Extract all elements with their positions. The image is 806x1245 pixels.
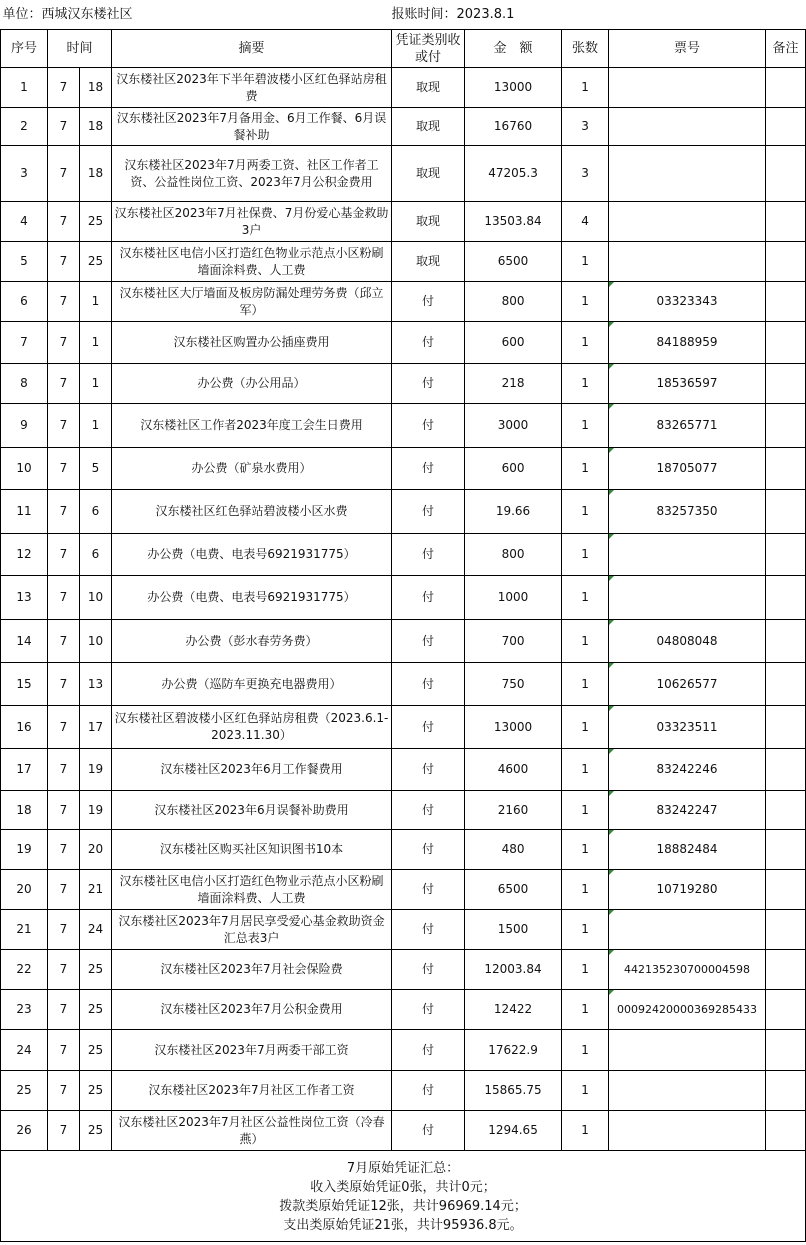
row-index: 6: [1, 282, 48, 322]
row-day: 19: [80, 791, 112, 830]
row-note: [766, 282, 806, 322]
row-day: 6: [80, 490, 112, 534]
col-type: 凭证类别收或付: [392, 30, 465, 68]
row-count: 1: [562, 404, 609, 448]
row-amount: 13503.84: [465, 202, 562, 242]
row-count: 1: [562, 749, 609, 791]
row-index: 22: [1, 950, 48, 990]
row-ticket: [609, 910, 766, 950]
row-day: 25: [80, 1071, 112, 1111]
row-index: 20: [1, 870, 48, 910]
row-amount: 13000: [465, 68, 562, 108]
row-count: 3: [562, 146, 609, 202]
row-summary: 汉东楼社区2023年7月公积金费用: [112, 990, 392, 1030]
table-row: [1, 202, 806, 242]
row-amount: 17622.9: [465, 1030, 562, 1071]
row-month: 7: [48, 663, 80, 706]
column-header-row: [1, 30, 806, 68]
row-index: 26: [1, 1111, 48, 1151]
row-day: 25: [80, 1030, 112, 1071]
table-row: [1, 830, 806, 870]
row-type: 付: [392, 534, 465, 576]
row-month: 7: [48, 1071, 80, 1111]
table-row: [1, 870, 806, 910]
row-month: 7: [48, 490, 80, 534]
summary-line-expense: 支出类原始凭证21张，共计95936.8元。: [283, 1218, 523, 1233]
row-summary: 汉东楼社区2023年7月居民享受爱心基金救助资金汇总表3户: [112, 910, 392, 950]
row-summary: 汉东楼社区购置办公插座费用: [112, 322, 392, 364]
row-day: 25: [80, 242, 112, 282]
row-note: [766, 663, 806, 706]
row-day: 10: [80, 576, 112, 620]
row-index: 18: [1, 791, 48, 830]
row-type: 付: [392, 950, 465, 990]
row-ticket: 18536597: [609, 364, 766, 404]
row-type: 付: [392, 1030, 465, 1071]
row-count: 1: [562, 950, 609, 990]
row-month: 7: [48, 242, 80, 282]
row-note: [766, 202, 806, 242]
row-count: 1: [562, 1071, 609, 1111]
row-index: 19: [1, 830, 48, 870]
row-count: 1: [562, 706, 609, 749]
row-day: 6: [80, 534, 112, 576]
row-note: [766, 242, 806, 282]
row-amount: 600: [465, 322, 562, 364]
row-note: [766, 404, 806, 448]
row-month: 7: [48, 749, 80, 791]
table-row: [1, 404, 806, 448]
row-summary: 汉东楼社区红色驿站碧波楼小区水费: [112, 490, 392, 534]
row-month: 7: [48, 791, 80, 830]
row-summary: 汉东楼社区碧波楼小区红色驿站房租费（2023.6.1-2023.11.30）: [112, 706, 392, 749]
table-row: [1, 490, 806, 534]
row-summary: 汉东楼社区2023年7月社会保险费: [112, 950, 392, 990]
row-ticket: [609, 202, 766, 242]
row-month: 7: [48, 322, 80, 364]
row-month: 7: [48, 620, 80, 663]
row-month: 7: [48, 950, 80, 990]
row-amount: 12003.84: [465, 950, 562, 990]
row-type: 付: [392, 364, 465, 404]
row-amount: 4600: [465, 749, 562, 791]
row-day: 18: [80, 68, 112, 108]
row-summary: 汉东楼社区2023年7月备用金、6月工作餐、6月误餐补助: [112, 108, 392, 146]
row-month: 7: [48, 576, 80, 620]
row-count: 3: [562, 108, 609, 146]
row-month: 7: [48, 1030, 80, 1071]
row-note: [766, 448, 806, 490]
table-row: [1, 534, 806, 576]
row-note: [766, 364, 806, 404]
row-month: 7: [48, 108, 80, 146]
table-row: [1, 663, 806, 706]
row-month: 7: [48, 404, 80, 448]
row-month: 7: [48, 870, 80, 910]
row-note: [766, 706, 806, 749]
row-amount: 750: [465, 663, 562, 706]
header-row: [1, 0, 806, 30]
row-summary: 汉东楼社区购买社区知识图书10本: [112, 830, 392, 870]
row-type: 付: [392, 1111, 465, 1151]
row-day: 19: [80, 749, 112, 791]
row-type: 付: [392, 448, 465, 490]
row-ticket: [609, 242, 766, 282]
row-month: 7: [48, 448, 80, 490]
row-index: 12: [1, 534, 48, 576]
row-ticket: 10626577: [609, 663, 766, 706]
row-index: 14: [1, 620, 48, 663]
row-note: [766, 830, 806, 870]
row-summary: 汉东楼社区电信小区打造红色物业示范点小区粉刷墙面涂料费、人工费: [112, 870, 392, 910]
row-amount: 47205.3: [465, 146, 562, 202]
row-ticket: [609, 146, 766, 202]
row-summary: 汉东楼社区2023年下半年碧波楼小区红色驿站房租费: [112, 68, 392, 108]
row-count: 1: [562, 242, 609, 282]
row-note: [766, 490, 806, 534]
row-summary: 办公费（彭水春劳务费）: [112, 620, 392, 663]
row-count: 1: [562, 910, 609, 950]
row-type: 取现: [392, 202, 465, 242]
row-index: 3: [1, 146, 48, 202]
table-row: [1, 1071, 806, 1111]
col-time: 时间: [48, 30, 112, 68]
row-day: 24: [80, 910, 112, 950]
summary-line-income: 收入类原始凭证0张，共计0元；: [310, 1180, 496, 1195]
table-row: [1, 364, 806, 404]
table-row: [1, 910, 806, 950]
row-day: 18: [80, 108, 112, 146]
row-ticket: 83265771: [609, 404, 766, 448]
row-amount: 3000: [465, 404, 562, 448]
row-month: 7: [48, 706, 80, 749]
row-index: 8: [1, 364, 48, 404]
row-index: 11: [1, 490, 48, 534]
table-row: [1, 706, 806, 749]
row-amount: 1294.65: [465, 1111, 562, 1151]
row-amount: 19.66: [465, 490, 562, 534]
row-index: 2: [1, 108, 48, 146]
row-summary: 汉东楼社区2023年7月两委干部工资: [112, 1030, 392, 1071]
row-ticket: [609, 1071, 766, 1111]
row-note: [766, 990, 806, 1030]
row-count: 4: [562, 202, 609, 242]
row-ticket: 00092420000369285433: [609, 990, 766, 1030]
row-month: 7: [48, 990, 80, 1030]
table-row: [1, 1030, 806, 1071]
row-ticket: 10719280: [609, 870, 766, 910]
row-index: 1: [1, 68, 48, 108]
row-ticket: [609, 534, 766, 576]
row-note: [766, 910, 806, 950]
row-count: 1: [562, 534, 609, 576]
row-ticket: 03323511: [609, 706, 766, 749]
row-note: [766, 870, 806, 910]
row-type: 付: [392, 706, 465, 749]
row-day: 25: [80, 990, 112, 1030]
row-type: 取现: [392, 68, 465, 108]
row-type: 付: [392, 282, 465, 322]
row-day: 17: [80, 706, 112, 749]
row-count: 1: [562, 1111, 609, 1151]
row-amount: 13000: [465, 706, 562, 749]
row-count: 1: [562, 282, 609, 322]
row-type: 付: [392, 404, 465, 448]
col-index: 序号: [1, 30, 48, 68]
row-note: [766, 534, 806, 576]
row-day: 25: [80, 950, 112, 990]
row-summary: 汉东楼社区2023年7月社保费、7月份爱心基金救助3户: [112, 202, 392, 242]
row-type: 付: [392, 663, 465, 706]
row-type: 付: [392, 791, 465, 830]
col-count: 张数: [562, 30, 609, 68]
row-ticket: 84188959: [609, 322, 766, 364]
row-note: [766, 576, 806, 620]
row-index: 15: [1, 663, 48, 706]
row-count: 1: [562, 620, 609, 663]
row-month: 7: [48, 364, 80, 404]
row-type: 取现: [392, 146, 465, 202]
row-summary: 汉东楼社区2023年6月工作餐费用: [112, 749, 392, 791]
row-type: 付: [392, 620, 465, 663]
row-summary: 汉东楼社区电信小区打造红色物业示范点小区粉刷墙面涂料费、人工费: [112, 242, 392, 282]
row-count: 1: [562, 448, 609, 490]
row-type: 付: [392, 1071, 465, 1111]
row-ticket: [609, 1111, 766, 1151]
row-summary: 办公费（电费、电表号6921931775）: [112, 576, 392, 620]
row-day: 18: [80, 146, 112, 202]
summary-title: 7月原始凭证汇总：: [346, 1161, 460, 1176]
table-row: [1, 1111, 806, 1151]
row-index: 16: [1, 706, 48, 749]
row-day: 10: [80, 620, 112, 663]
row-index: 23: [1, 990, 48, 1030]
row-note: [766, 68, 806, 108]
row-index: 7: [1, 322, 48, 364]
row-ticket: [609, 68, 766, 108]
row-day: 5: [80, 448, 112, 490]
row-index: 4: [1, 202, 48, 242]
row-count: 1: [562, 1030, 609, 1071]
row-amount: 800: [465, 534, 562, 576]
col-ticket: 票号: [609, 30, 766, 68]
row-ticket: [609, 1030, 766, 1071]
table-row: [1, 322, 806, 364]
row-ticket: [609, 576, 766, 620]
row-day: 25: [80, 202, 112, 242]
row-summary: 汉东楼社区2023年7月社区工作者工资: [112, 1071, 392, 1111]
row-count: 1: [562, 490, 609, 534]
row-index: 5: [1, 242, 48, 282]
col-note: 备注: [766, 30, 806, 68]
row-note: [766, 791, 806, 830]
row-note: [766, 1071, 806, 1111]
row-amount: 800: [465, 282, 562, 322]
row-amount: 480: [465, 830, 562, 870]
row-month: 7: [48, 282, 80, 322]
row-ticket: [609, 108, 766, 146]
summary-row: [1, 1151, 806, 1242]
row-index: 9: [1, 404, 48, 448]
row-note: [766, 108, 806, 146]
row-day: 13: [80, 663, 112, 706]
row-index: 25: [1, 1071, 48, 1111]
table-row: [1, 108, 806, 146]
row-summary: 汉东楼社区2023年7月社区公益性岗位工资（冷春燕）: [112, 1111, 392, 1151]
row-month: 7: [48, 202, 80, 242]
row-month: 7: [48, 830, 80, 870]
row-type: 取现: [392, 108, 465, 146]
row-summary: 汉东楼社区工作者2023年度工会生日费用: [112, 404, 392, 448]
row-day: 1: [80, 322, 112, 364]
row-summary: 汉东楼社区2023年7月两委工资、社区工作者工资、公益性岗位工资、2023年7月公积金费用: [112, 146, 392, 202]
row-amount: 6500: [465, 242, 562, 282]
row-count: 1: [562, 990, 609, 1030]
table-row: [1, 990, 806, 1030]
row-index: 24: [1, 1030, 48, 1071]
row-ticket: 83242247: [609, 791, 766, 830]
row-day: 1: [80, 404, 112, 448]
row-type: 付: [392, 490, 465, 534]
row-type: 付: [392, 910, 465, 950]
table-row: [1, 282, 806, 322]
row-amount: 218: [465, 364, 562, 404]
row-amount: 16760: [465, 108, 562, 146]
row-index: 10: [1, 448, 48, 490]
row-type: 付: [392, 322, 465, 364]
summary-line-allocation: 拨款类原始凭证12张，共计96969.14元；: [279, 1199, 527, 1214]
row-day: 1: [80, 364, 112, 404]
row-type: 付: [392, 749, 465, 791]
row-amount: 600: [465, 448, 562, 490]
row-count: 1: [562, 364, 609, 404]
row-index: 13: [1, 576, 48, 620]
row-note: [766, 950, 806, 990]
row-ticket: 83257350: [609, 490, 766, 534]
table-row: [1, 950, 806, 990]
row-summary: 办公费（办公用品）: [112, 364, 392, 404]
row-ticket: 18882484: [609, 830, 766, 870]
row-ticket: 04808048: [609, 620, 766, 663]
row-day: 25: [80, 1111, 112, 1151]
row-summary: 办公费（矿泉水费用）: [112, 448, 392, 490]
table-row: [1, 242, 806, 282]
row-count: 1: [562, 68, 609, 108]
row-type: 付: [392, 870, 465, 910]
row-count: 1: [562, 870, 609, 910]
row-note: [766, 1030, 806, 1071]
col-summary: 摘要: [112, 30, 392, 68]
table-row: [1, 146, 806, 202]
row-type: 取现: [392, 242, 465, 282]
row-ticket: 03323343: [609, 282, 766, 322]
date-label: 报账时间：2023.8.1: [391, 7, 515, 22]
row-count: 1: [562, 576, 609, 620]
row-summary: 办公费（电费、电表号6921931775）: [112, 534, 392, 576]
row-amount: 1500: [465, 910, 562, 950]
table-row: [1, 791, 806, 830]
table-row: [1, 448, 806, 490]
table-row: [1, 576, 806, 620]
row-type: 付: [392, 990, 465, 1030]
row-day: 1: [80, 282, 112, 322]
row-summary: 办公费（巡防车更换充电器费用）: [112, 663, 392, 706]
row-month: 7: [48, 534, 80, 576]
row-count: 1: [562, 663, 609, 706]
summary-cell: [1, 1151, 806, 1242]
unit-label: 单位：西城汉东楼社区: [2, 7, 133, 22]
row-month: 7: [48, 146, 80, 202]
row-type: 付: [392, 576, 465, 620]
table-row: [1, 68, 806, 108]
row-month: 7: [48, 68, 80, 108]
row-count: 1: [562, 322, 609, 364]
row-ticket: 18705077: [609, 448, 766, 490]
row-amount: 1000: [465, 576, 562, 620]
row-note: [766, 146, 806, 202]
row-summary: 汉东楼社区2023年6月误餐补助费用: [112, 791, 392, 830]
row-note: [766, 620, 806, 663]
row-month: 7: [48, 910, 80, 950]
row-amount: 15865.75: [465, 1071, 562, 1111]
row-amount: 700: [465, 620, 562, 663]
col-amount: 金 额: [465, 30, 562, 68]
row-type: 付: [392, 830, 465, 870]
row-note: [766, 1111, 806, 1151]
row-summary: 汉东楼社区大厅墙面及板房防漏处理劳务费（邱立军）: [112, 282, 392, 322]
row-index: 17: [1, 749, 48, 791]
table-row: [1, 749, 806, 791]
row-month: 7: [48, 1111, 80, 1151]
row-amount: 2160: [465, 791, 562, 830]
row-count: 1: [562, 791, 609, 830]
row-note: [766, 749, 806, 791]
row-day: 20: [80, 830, 112, 870]
row-note: [766, 322, 806, 364]
row-amount: 12422: [465, 990, 562, 1030]
row-day: 21: [80, 870, 112, 910]
row-index: 21: [1, 910, 48, 950]
row-ticket: 83242246: [609, 749, 766, 791]
row-ticket: 442135230700004598: [609, 950, 766, 990]
row-count: 1: [562, 830, 609, 870]
table-row: [1, 620, 806, 663]
row-amount: 6500: [465, 870, 562, 910]
